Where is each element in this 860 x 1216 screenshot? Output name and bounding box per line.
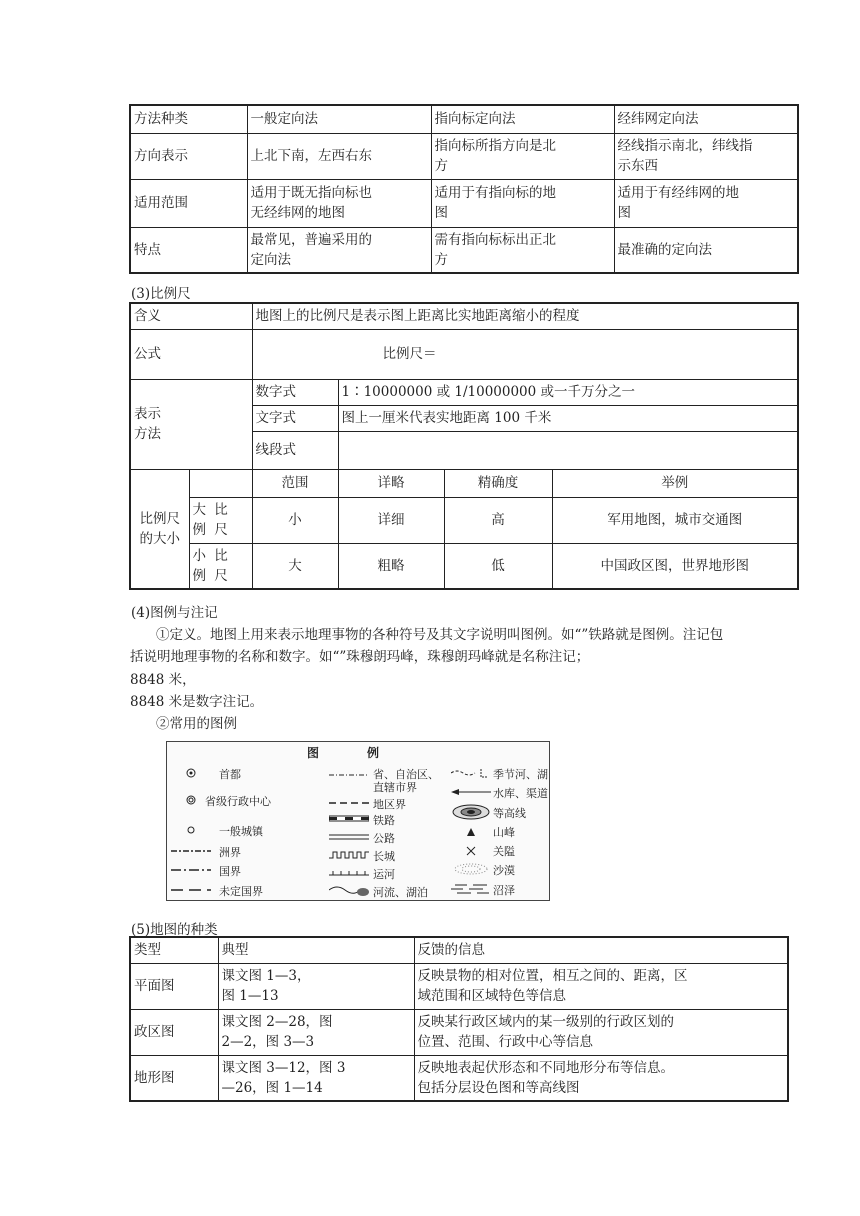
- repr-type: 数字式: [252, 379, 338, 405]
- legend-label: 地区界: [373, 798, 406, 811]
- contour-icon: [451, 804, 491, 820]
- table-cell: 需有指向标标出正北方: [431, 227, 614, 273]
- desert-icon: [451, 863, 491, 875]
- legend-label: 运河: [373, 868, 395, 881]
- province-boundary-icon: [329, 770, 369, 780]
- size-header: 举例: [552, 469, 798, 497]
- row-label: 地形图: [130, 1055, 218, 1101]
- canal-icon: [329, 868, 369, 878]
- river-lake-icon: [329, 884, 369, 898]
- empty-cell: [189, 469, 252, 497]
- table-cell: 最准确的定向法: [614, 227, 798, 273]
- size-label: 比例尺的大小: [130, 469, 189, 589]
- table-cell: 适用于有经纬网的地图: [614, 179, 798, 227]
- size-precision: 低: [444, 543, 552, 589]
- header-cell: 方法种类: [130, 105, 247, 133]
- town-icon: [185, 824, 197, 836]
- map-types-table: [129, 936, 789, 1102]
- legend-title-left: 图: [307, 746, 320, 760]
- size-example: 军用地图，城市交通图: [552, 497, 798, 543]
- table-cell: 指向标所指方向是北方: [431, 133, 614, 179]
- formula-label: 公式: [130, 329, 252, 379]
- meaning-label: 含义: [130, 303, 252, 329]
- size-header: 详略: [338, 469, 444, 497]
- legend-label: 山峰: [493, 826, 515, 839]
- legend-label: 洲界: [219, 846, 241, 859]
- table-cell: 适用于既无指向标也无经纬网的地图: [247, 179, 431, 227]
- legend-label: 一般城镇: [219, 825, 263, 838]
- table-cell: 反映景物的相对位置，相互之间的、距离，区域范围和区域特色等信息: [414, 963, 788, 1009]
- national-boundary-icon: [171, 865, 211, 875]
- legend-label: 国界: [219, 865, 241, 878]
- scale-heading: (3)比例尺: [131, 286, 191, 302]
- legend-label: 水库、渠道: [493, 787, 548, 800]
- table-cell: 课文图 2—28，图 2—2，图 3—3: [218, 1009, 414, 1055]
- railway-icon: [329, 814, 369, 824]
- legend-label: 等高线: [493, 807, 526, 820]
- row-label: 适用范围: [130, 179, 247, 227]
- header-cell: 反馈的信息: [414, 937, 788, 963]
- meaning-text: 地图上的比例尺是表示图上距离比实地距离缩小的程度: [252, 303, 798, 329]
- legend-label: 季节河、湖: [493, 768, 548, 781]
- direction-method-table: [129, 104, 799, 274]
- peak-icon: [451, 826, 491, 838]
- header-cell: 指向标定向法: [431, 105, 614, 133]
- size-range: 大: [252, 543, 338, 589]
- continent-boundary-icon: [171, 846, 211, 856]
- table-cell: 课文图 1—3，图 1—13: [218, 963, 414, 1009]
- legend-title-right: 例: [367, 746, 380, 760]
- legend-label: 首都: [219, 768, 241, 781]
- size-row-name: 大 比 例 尺: [189, 497, 252, 543]
- size-detail: 粗略: [338, 543, 444, 589]
- size-header: 精确度: [444, 469, 552, 497]
- size-precision: 高: [444, 497, 552, 543]
- row-label: 方向表示: [130, 133, 247, 179]
- scale-table: [129, 302, 799, 590]
- formula-text: 比例尺＝: [252, 329, 798, 379]
- legend-label: 直辖市界: [373, 781, 417, 794]
- capital-icon: [185, 767, 197, 779]
- highway-icon: [329, 832, 369, 842]
- repr-example: 图上一厘米代表实地距离 100 千米: [338, 405, 798, 431]
- legend-label: 公路: [373, 832, 395, 845]
- size-range: 小: [252, 497, 338, 543]
- district-boundary-icon: [329, 798, 369, 808]
- table-cell: 经线指示南北，纬线指示东西: [614, 133, 798, 179]
- repr-label: 表示方法: [130, 379, 252, 469]
- table-cell: 适用于有指向标的地图: [431, 179, 614, 227]
- size-header: 范围: [252, 469, 338, 497]
- legend-label: 铁路: [373, 814, 395, 827]
- header-cell: 类型: [130, 937, 218, 963]
- legend-para3: 8848 米是数字注记。: [130, 694, 264, 710]
- map-types-heading: (5)地图的种类: [131, 922, 218, 938]
- header-cell: 经纬网定向法: [614, 105, 798, 133]
- legend-label: 省级行政中心: [205, 795, 271, 808]
- seasonal-river-icon: [451, 767, 491, 779]
- legend-label: 长城: [373, 850, 395, 863]
- repr-type: 文字式: [252, 405, 338, 431]
- legend-label: 未定国界: [219, 885, 263, 898]
- size-detail: 详细: [338, 497, 444, 543]
- undetermined-boundary-icon: [171, 885, 211, 895]
- legend-subheading: ②常用的图例: [156, 716, 237, 732]
- size-example: 中国政区图，世界地形图: [552, 543, 798, 589]
- legend-label: 沙漠: [493, 864, 515, 877]
- legend-label: 沼泽: [493, 884, 515, 897]
- repr-example: 1∶10000000 或 1/10000000 或一千万分之一: [338, 379, 798, 405]
- legend-label: 河流、湖泊: [373, 886, 428, 899]
- table-cell: 反映地表起伏形态和不同地形分布等信息。包括分层设色图和等高线图: [414, 1055, 788, 1101]
- repr-type: 线段式: [252, 431, 338, 469]
- legend-figure: [166, 741, 550, 901]
- province-center-icon: [185, 794, 197, 806]
- size-row-name: 小 比 例 尺: [189, 543, 252, 589]
- table-cell: 最常见，普遍采用的定向法: [247, 227, 431, 273]
- header-cell: 一般定向法: [247, 105, 431, 133]
- legend-heading: (4)图例与注记: [131, 605, 218, 621]
- legend-label: 关隘: [493, 845, 515, 858]
- row-label: 平面图: [130, 963, 218, 1009]
- swamp-icon: [451, 882, 491, 896]
- legend-label: 省、自治区、: [373, 768, 439, 781]
- header-cell: 典型: [218, 937, 414, 963]
- table-cell: 上北下南，左西右东: [247, 133, 431, 179]
- repr-example: [338, 431, 798, 469]
- great-wall-icon: [329, 850, 369, 860]
- table-cell: 课文图 3—12，图 3—26，图 1—14: [218, 1055, 414, 1101]
- legend-para2: 8848 米，: [130, 672, 196, 688]
- reservoir-canal-icon: [451, 787, 491, 797]
- legend-definition: ①定义。地图上用来表示地理事物的各种符号及其文字说明叫图例。如“”铁路就是图例。注记包括说明地理事物的名称和数字。如“”珠穆朗玛峰，珠穆朗玛峰就是名称注记；: [130, 627, 724, 665]
- table-cell: 反映某行政区域内的某一级别的行政区划的位置、范围、行政中心等信息: [414, 1009, 788, 1055]
- row-label: 政区图: [130, 1009, 218, 1055]
- pass-icon: [451, 845, 491, 857]
- row-label: 特点: [130, 227, 247, 273]
